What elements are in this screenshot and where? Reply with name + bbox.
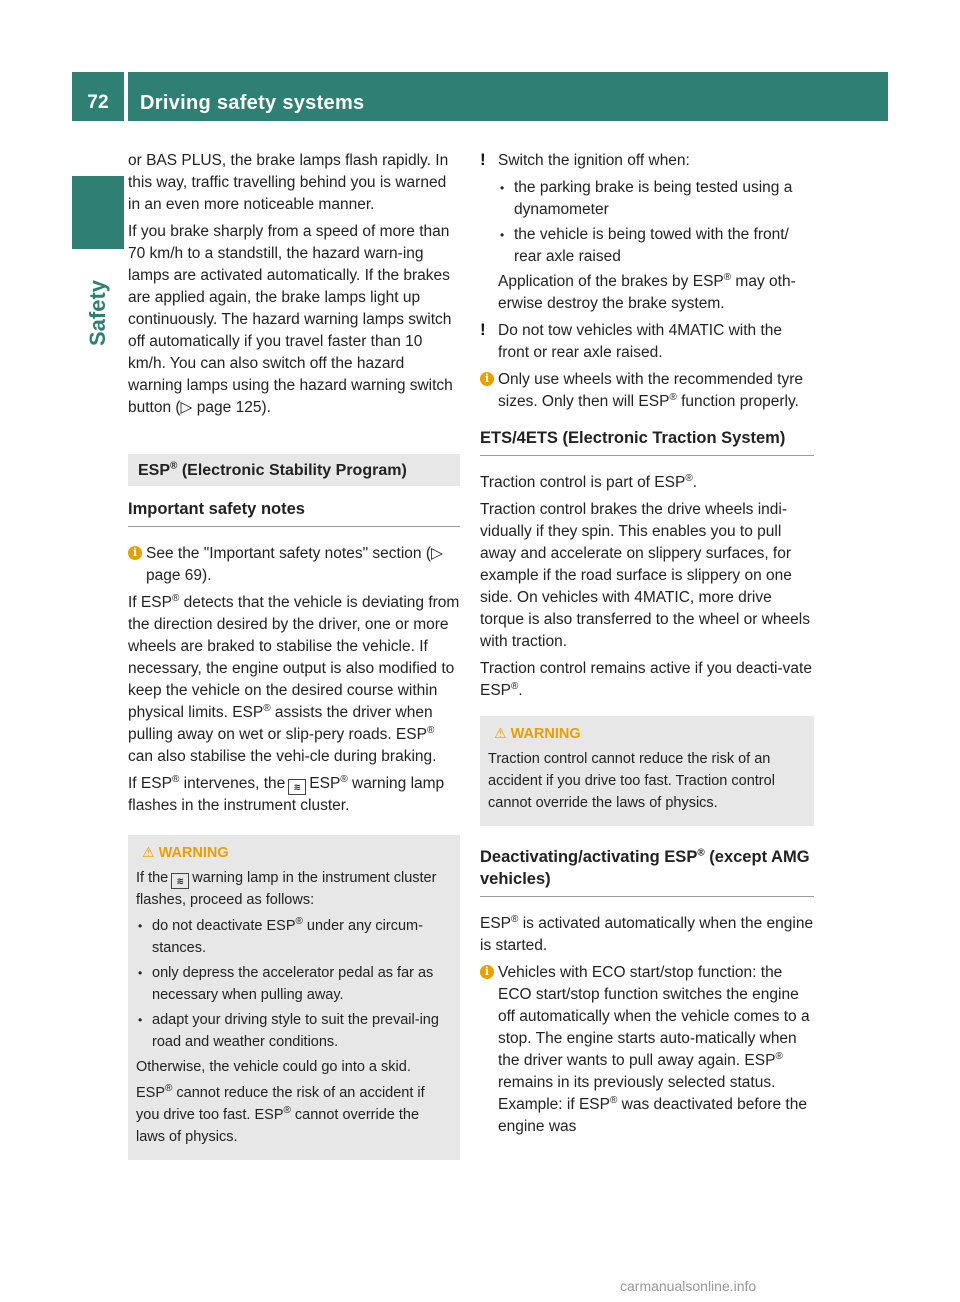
warning-box [480,716,814,826]
warning-triangle-icon: ⚠ [494,725,507,741]
paragraph: If ESP® detects that the vehicle is deviating from the direction desired by the driver, one or more wheels are braked to stabilise the vehicle. If necessary, the engine output is also modified to keep the vehicle on the desired course within physical limits. ESP® assists the driver when pulling away on wet or slip-pery roads. ESP® can also stabilise the vehi-cle during braking. [128,592,460,765]
paragraph: or BAS PLUS, the brake lamps flash rapidly. In this way, traffic travelling behind you is warned in an even more noticeable manner. [128,152,449,213]
left-column [128,150,460,1180]
side-tab [72,176,124,249]
paragraph: Traction control remains active if you deacti-vate ESP®. [480,660,812,699]
paragraph: ESP® cannot reduce the risk of an accident if you drive too fast. ESP® cannot override the laws of physics. [136,1083,425,1145]
watermark: carmanualsonline.info [620,1278,757,1294]
subsection-heading: Deactivating/activating ESP® (except AMG vehicles) [480,846,814,897]
paragraph: Traction control brakes the drive wheels indi-vidually if they spin. This enables you to pull away and accelerate on slippery surfaces, for example if the road surface is slippery on one side. On vehicles with 4MATIC, more drive torque is also transferred to the wheel or wheels with traction. [480,501,810,650]
warning-triangle-icon: ⚠ [142,844,155,860]
right-column [480,150,814,1143]
section-heading: ESP® (Electronic Stability Program) [128,454,460,486]
subsection-heading: ETS/4ETS (Electronic Traction System) [480,427,814,456]
caution-note: ! Switch the ignition off when: [480,150,690,169]
paragraph: Traction control is part of ESP®. [480,472,698,491]
warning-title: ⚠ WARNING [142,841,452,864]
exclamation-icon: ! [480,320,486,339]
paragraph: Application of the brakes by ESP® may oth-erwise destroy the brake system. [498,271,796,312]
list-item: • the parking brake is being tested using a dynamometer [480,177,814,221]
info-icon: i [128,546,142,560]
warning-title: ⚠ WARNING [494,722,806,745]
info-note: i See the "Important safety notes" section (▷ page 69). [128,543,460,587]
paragraph: If the ≋ warning lamp in the instrument cluster flashes, proceed as follows: [136,870,437,908]
side-label: Safety [85,279,110,347]
chapter-title: Driving safety systems [128,72,888,121]
info-note: i Vehicles with ECO start/stop function: the ECO start/stop function switches the engine off automatically when the vehicle comes to a stop. The engine starts auto-matically when the driver wants to pull away again. ESP® remains in its previously selected status. Example: if ESP® was deactivated before the engine was [480,962,814,1138]
warning-box [128,835,460,1160]
esp-warning-lamp-icon: ≋ [288,779,306,795]
subsection-heading: Important safety notes [128,498,460,527]
info-icon: i [480,372,494,386]
esp-warning-lamp-icon: ≋ [171,873,189,889]
paragraph: If ESP® intervenes, the ≋ ESP® warning lamp flashes in the instrument cluster. [128,773,445,814]
list-item: • adapt your driving style to suit the prevail-ing road and weather conditions. [136,1009,452,1053]
paragraph: Traction control cannot reduce the risk of an accident if you drive too fast. Traction control cannot override the laws of physics. [488,751,775,811]
paragraph: ESP® is activated automatically when the engine is started. [480,913,814,954]
paragraph: Otherwise, the vehicle could go into a skid. [136,1059,411,1075]
caution-note: ! Do not tow vehicles with 4MATIC with the front or rear axle raised. [480,320,782,361]
page-number: 72 [72,72,124,121]
list-item: • only depress the accelerator pedal as far as necessary when pulling away. [136,962,452,1006]
exclamation-icon: ! [480,150,486,169]
list-item: • do not deactivate ESP® under any circum-stances. [136,915,452,959]
list-item: • the vehicle is being towed with the front/ rear axle raised [480,224,814,268]
paragraph: If you brake sharply from a speed of more than 70 km/h to a standstill, the hazard warn-ing lamps are activated automatically. If the brakes are applied again, the brake lamps light up continuously. The hazard warning lamps switch off automatically if you travel faster than 10 km/h. You can also switch off the hazard warning lamps using the hazard warning switch button (▷ page 125). [128,223,453,416]
info-note: i Only use wheels with the recommended tyre sizes. Only then will ESP® function properly. [480,369,814,413]
info-icon: i [480,965,494,979]
